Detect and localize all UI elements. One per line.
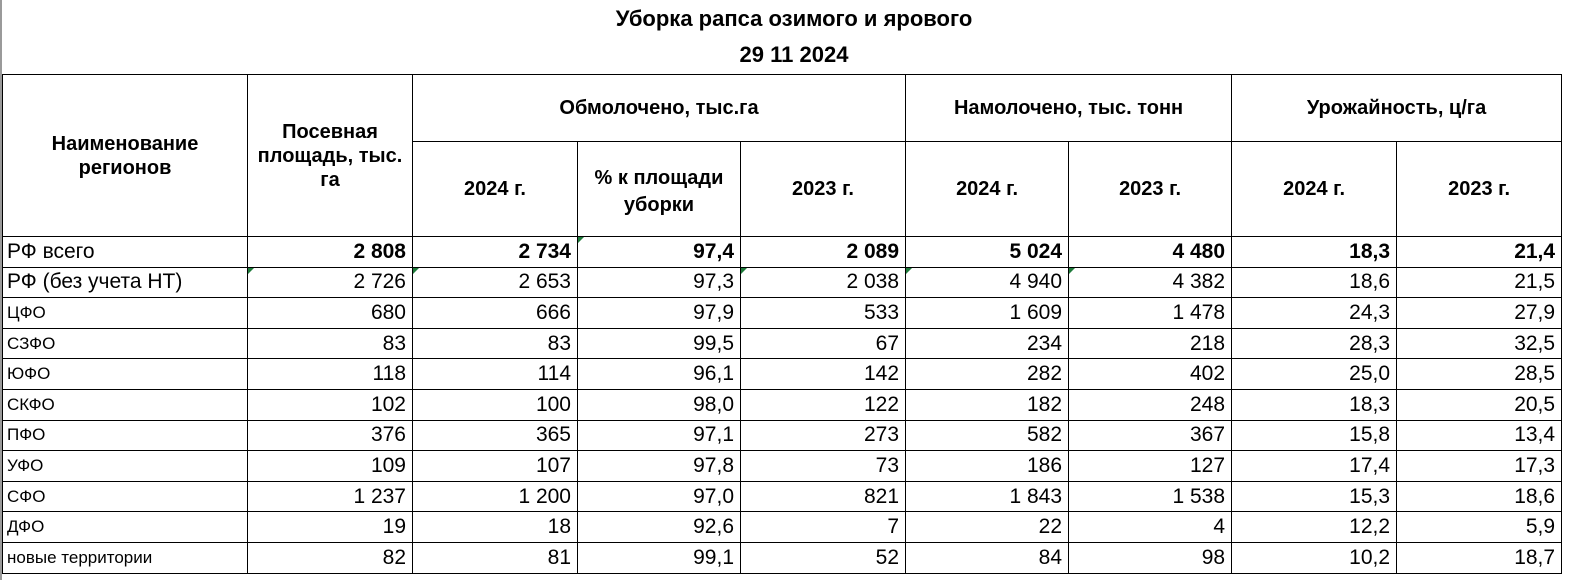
cell-yield-2024[interactable]: 18,3 [1232,389,1397,420]
table-row [3,359,1562,390]
report-title-date: 29 11 2024 [739,42,849,67]
cell-harvest-2023[interactable] [1069,267,1232,298]
cell-harvest-2024[interactable]: 234 [906,328,1069,359]
cell-sown[interactable]: 680 [248,298,413,329]
cell-harvest-2023[interactable]: 402 [1069,359,1232,390]
cell-threshed-2024[interactable]: 1 200 [413,481,578,512]
cell-yield-2024[interactable]: 28,3 [1232,328,1397,359]
header-yield-2023[interactable]: 2023 г. [1397,142,1562,237]
cell-harvest-2024[interactable]: 582 [906,420,1069,451]
cell-pct[interactable]: 97,0 [578,481,741,512]
cell-threshed-2023[interactable]: 52 [741,542,906,573]
header-harvest-2024[interactable]: 2024 г. [906,142,1069,237]
rapeseed-harvest-table [2,74,1562,574]
cell-yield-2023[interactable]: 21,4 [1397,237,1562,268]
cell-pct[interactable]: 99,1 [578,542,741,573]
cell-yield-2023[interactable]: 17,3 [1397,451,1562,482]
cell-flag-icon [248,268,254,274]
header-yield-group[interactable]: Урожайность, ц/га [1232,75,1562,142]
header-sown-area[interactable]: Посевная площадь, тыс. га [248,75,413,237]
report-title-line1: Уборка рапса озимого и ярового [615,6,973,31]
cell-sown[interactable]: 376 [248,420,413,451]
header-threshed-2023[interactable]: 2023 г. [741,142,906,237]
header-threshed-2024[interactable]: 2024 г. [413,142,578,237]
cell-harvest-2024[interactable]: 5 024 [906,237,1069,268]
cell-threshed-2024[interactable] [413,267,578,298]
cell-region[interactable]: ЮФО [3,359,248,390]
cell-threshed-2023[interactable]: 142 [741,359,906,390]
cell-threshed-2023[interactable]: 273 [741,420,906,451]
cell-pct[interactable]: 97,9 [578,298,741,329]
table-row [3,481,1562,512]
cell-harvest-2023[interactable]: 1 538 [1069,481,1232,512]
cell-harvest-2023[interactable]: 4 [1069,512,1232,543]
cell-yield-2023[interactable]: 21,5 [1397,267,1562,298]
cell-yield-2023[interactable]: 20,5 [1397,389,1562,420]
cell-region[interactable]: ПФО [3,420,248,451]
cell-pct[interactable]: 97,8 [578,451,741,482]
cell-harvest-2023[interactable]: 4 480 [1069,237,1232,268]
cell-threshed-2023-value: 2 038 [846,270,900,294]
cell-yield-2024[interactable]: 25,0 [1232,359,1397,390]
cell-pct[interactable]: 92,6 [578,512,741,543]
cell-pct[interactable]: 98,0 [578,389,741,420]
cell-threshed-2023[interactable]: 2 089 [741,237,906,268]
cell-yield-2024[interactable]: 12,2 [1232,512,1397,543]
cell-flag-icon [413,268,419,274]
cell-harvest-2023[interactable]: 127 [1069,451,1232,482]
cell-pct[interactable]: 99,5 [578,328,741,359]
cell-sown[interactable]: 82 [248,542,413,573]
cell-harvest-2023[interactable]: 98 [1069,542,1232,573]
cell-pct[interactable]: 96,1 [578,359,741,390]
header-harvest-2023[interactable]: 2023 г. [1069,142,1232,237]
table-row [3,542,1562,573]
table-row [3,512,1562,543]
cell-region[interactable]: УФО [3,451,248,482]
cell-harvest-2023[interactable]: 248 [1069,389,1232,420]
cell-region[interactable]: РФ (без учета НТ) [3,267,248,298]
cell-yield-2023[interactable]: 27,9 [1397,298,1562,329]
cell-harvest-2024[interactable]: 282 [906,359,1069,390]
cell-region[interactable]: новые территории [3,542,248,573]
cell-sown[interactable] [248,267,413,298]
cell-threshed-2024[interactable]: 18 [413,512,578,543]
cell-flag-icon [906,268,912,274]
cell-harvest-2023[interactable]: 367 [1069,420,1232,451]
cell-threshed-2023[interactable] [741,267,906,298]
table-row [3,420,1562,451]
cell-sown[interactable]: 83 [248,328,413,359]
cell-yield-2024[interactable]: 10,2 [1232,542,1397,573]
cell-yield-2023[interactable]: 13,4 [1397,420,1562,451]
cell-threshed-2023[interactable]: 122 [741,389,906,420]
cell-threshed-2024[interactable]: 83 [413,328,578,359]
cell-yield-2023[interactable]: 5,9 [1397,512,1562,543]
cell-threshed-2024[interactable]: 107 [413,451,578,482]
header-threshed-pct[interactable]: % к площади уборки [578,142,741,237]
cell-harvest-2024[interactable]: 1 843 [906,481,1069,512]
cell-harvest-2024[interactable]: 84 [906,542,1069,573]
cell-region[interactable]: СКФО [3,389,248,420]
cell-yield-2024[interactable]: 17,4 [1232,451,1397,482]
cell-flag-icon [741,268,747,274]
cell-flag-icon [1069,268,1075,274]
cell-yield-2024[interactable]: 24,3 [1232,298,1397,329]
cell-threshed-2024[interactable]: 365 [413,420,578,451]
cell-sown-value: 2 726 [353,270,406,294]
cell-pct-value: 97,4 [693,239,734,263]
cell-harvest-2024[interactable]: 1 609 [906,298,1069,329]
cell-harvest-2024[interactable] [906,267,1069,298]
cell-sown[interactable]: 19 [248,512,413,543]
cell-threshed-2023[interactable]: 73 [741,451,906,482]
cell-harvest-2024[interactable]: 22 [906,512,1069,543]
cell-sown[interactable]: 118 [248,359,413,390]
cell-region[interactable]: ДФО [3,512,248,543]
cell-harvest-2023[interactable]: 218 [1069,328,1232,359]
cell-threshed-2024-value: 2 653 [518,270,571,294]
cell-yield-2024[interactable]: 18,6 [1232,267,1397,298]
cell-yield-2023[interactable]: 18,6 [1397,481,1562,512]
cell-region[interactable]: СЗФО [3,328,248,359]
cell-yield-2023[interactable]: 28,5 [1397,359,1562,390]
cell-region[interactable]: СФО [3,481,248,512]
cell-threshed-2023[interactable]: 533 [741,298,906,329]
cell-threshed-2024[interactable]: 100 [413,389,578,420]
cell-yield-2023[interactable]: 32,5 [1397,328,1562,359]
cell-threshed-2023[interactable]: 67 [741,328,906,359]
cell-threshed-2023[interactable]: 821 [741,481,906,512]
table-row [3,328,1562,359]
cell-pct[interactable]: 97,1 [578,420,741,451]
cell-harvest-2023[interactable]: 1 478 [1069,298,1232,329]
cell-sown[interactable]: 2 808 [248,237,413,268]
cell-threshed-2024[interactable]: 114 [413,359,578,390]
header-row-1 [3,75,1562,142]
table-row [3,237,1562,268]
cell-threshed-2024[interactable]: 666 [413,298,578,329]
cell-region[interactable]: ЦФО [3,298,248,329]
header-yield-2024[interactable]: 2024 г. [1232,142,1397,237]
header-threshed-group[interactable]: Обмолочено, тыс.га [413,75,906,142]
report-title [2,0,1586,74]
table-row [3,389,1562,420]
header-region[interactable]: Наименование регионов [3,75,248,237]
cell-flag-icon [578,237,584,243]
cell-yield-2023[interactable]: 18,7 [1397,542,1562,573]
cell-sown[interactable]: 102 [248,389,413,420]
cell-yield-2024[interactable]: 15,8 [1232,420,1397,451]
cell-pct[interactable] [578,237,741,268]
cell-harvest-2024[interactable]: 186 [906,451,1069,482]
cell-harvest-2024-value: 4 940 [1009,270,1063,294]
cell-yield-2024[interactable]: 15,3 [1232,481,1397,512]
cell-threshed-2024[interactable]: 81 [413,542,578,573]
header-harvest-group[interactable]: Намолочено, тыс. тонн [906,75,1232,142]
cell-threshed-2023[interactable]: 7 [741,512,906,543]
cell-sown[interactable]: 1 237 [248,481,413,512]
table-row [3,451,1562,482]
cell-harvest-2023-value: 4 382 [1172,270,1226,294]
cell-threshed-2024[interactable]: 2 734 [413,237,578,268]
cell-pct[interactable]: 97,3 [578,267,741,298]
table-row [3,298,1562,329]
cell-region[interactable]: РФ всего [3,237,248,268]
table-row [3,267,1562,298]
cell-yield-2024[interactable]: 18,3 [1232,237,1397,268]
cell-sown[interactable]: 109 [248,451,413,482]
cell-harvest-2024[interactable]: 182 [906,389,1069,420]
